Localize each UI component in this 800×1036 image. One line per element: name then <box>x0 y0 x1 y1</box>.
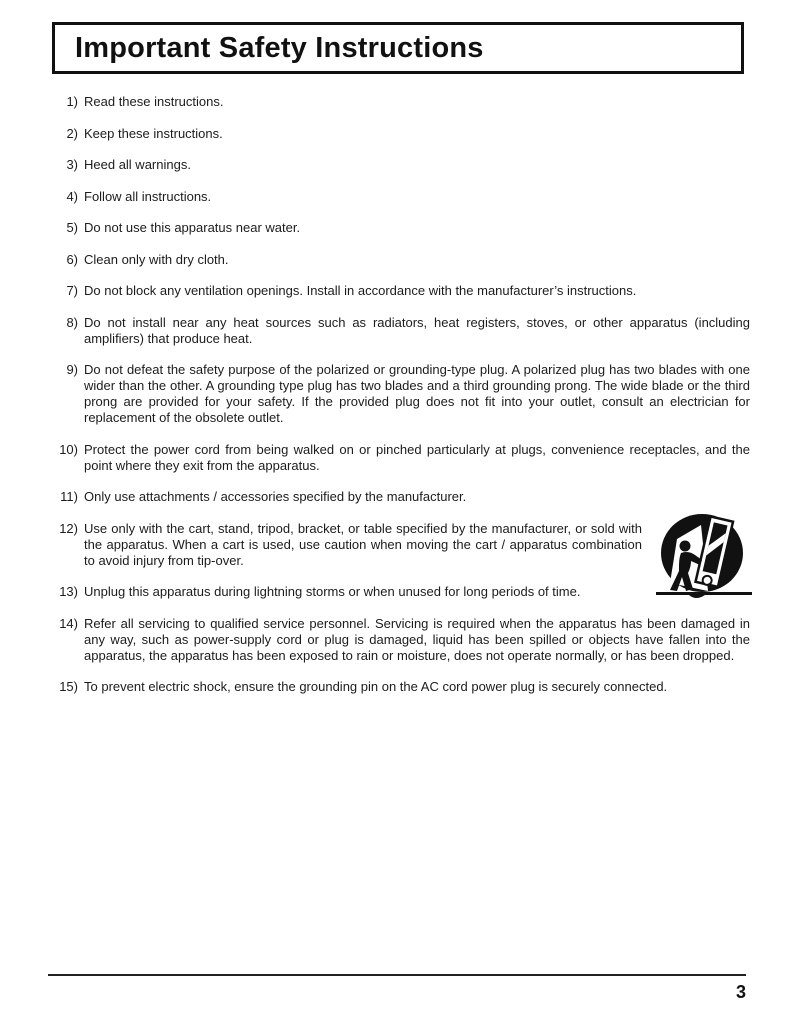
instruction-text: Do not block any ventilation openings. Install in accordance with the manufacturer’s instructions. <box>84 283 637 298</box>
instruction-item <box>48 489 752 505</box>
instruction-number: 12) <box>59 520 78 536</box>
instruction-text: Protect the power cord from being walked on or pinched particularly at plugs, convenience receptacles, and the point where they exit from the apparatus. <box>84 441 750 473</box>
instruction-number: 7) <box>66 283 78 298</box>
instruction-item <box>48 126 752 142</box>
footer-divider <box>48 974 746 976</box>
instruction-text: Follow all instructions. <box>84 188 212 204</box>
instruction-item <box>48 584 752 600</box>
instruction-text: Clean only with dry cloth. <box>84 251 229 267</box>
instruction-item <box>48 252 752 268</box>
cart-tip-over-warning-icon <box>655 513 753 601</box>
instruction-item <box>48 679 752 695</box>
instruction-text: Use only with the cart, stand, tripod, bracket, or table specified by the manufacturer, or sold with the apparatus. When a cart is used, use caution when moving the cart / apparatus combination to avoid injury from tip-over. <box>84 520 642 568</box>
page-title-box <box>52 22 744 74</box>
instruction-text: Do not use this apparatus near water. <box>84 220 301 235</box>
instruction-text: Keep these instructions. <box>84 125 223 141</box>
page-number: 3 <box>735 982 746 1002</box>
instruction-number: 1) <box>66 94 78 109</box>
instruction-text: Unplug this apparatus during lightning storms or when unused for long periods of time. <box>84 584 581 599</box>
instruction-text: Do not install near any heat sources such as radiators, heat registers, stoves, or other apparatus (including amplifiers) that produce heat. <box>84 314 750 346</box>
instruction-item <box>48 315 752 347</box>
instruction-number: 9) <box>66 362 78 377</box>
instruction-number: 15) <box>59 679 78 694</box>
instruction-text: Only use attachments / accessories specified by the manufacturer. <box>84 489 467 504</box>
instruction-text: Read these instructions. <box>84 94 224 109</box>
instruction-item <box>48 616 752 664</box>
instruction-number: 10) <box>59 441 78 457</box>
instruction-item <box>48 283 752 299</box>
safety-instructions-list <box>48 94 752 711</box>
instruction-number: 13) <box>59 584 78 599</box>
instruction-number: 6) <box>66 251 78 267</box>
instruction-item <box>48 362 752 426</box>
instruction-item <box>48 157 752 173</box>
instruction-text: Do not defeat the safety purpose of the polarized or grounding-type plug. A polarized plug has two blades with one wider than the other. A grounding type plug has two blades and a third grounding prong. The wide blade or the third prong are provided for your safety. If the provided plug does not fit into your outlet, consult an electrician for replacement of the obsolete outlet. <box>84 362 750 425</box>
instruction-text: Refer all servicing to qualified service personnel. Servicing is required when the apparatus has been damaged in any way, such as power-supply cord or plug is damaged, liquid has been spilled or objects have fallen into the apparatus, the apparatus has been exposed to rain or moisture, does not operate normally, or has been dropped. <box>84 615 750 663</box>
instruction-number: 2) <box>66 125 78 141</box>
instruction-item <box>48 189 752 205</box>
instruction-text: To prevent electric shock, ensure the grounding pin on the AC cord power plug is securely connected. <box>84 679 668 694</box>
instruction-number: 5) <box>66 220 78 235</box>
instruction-item <box>48 442 752 474</box>
instruction-text: Heed all warnings. <box>84 157 191 172</box>
instruction-item-cart <box>48 521 752 569</box>
instruction-number: 11) <box>60 489 78 504</box>
page-title: Important Safety Instructions <box>75 31 484 64</box>
instruction-item <box>48 94 752 110</box>
instruction-number: 8) <box>66 314 78 330</box>
instruction-item <box>48 220 752 236</box>
instruction-number: 3) <box>66 157 78 172</box>
instruction-number: 14) <box>59 615 78 631</box>
instruction-number: 4) <box>66 188 78 204</box>
